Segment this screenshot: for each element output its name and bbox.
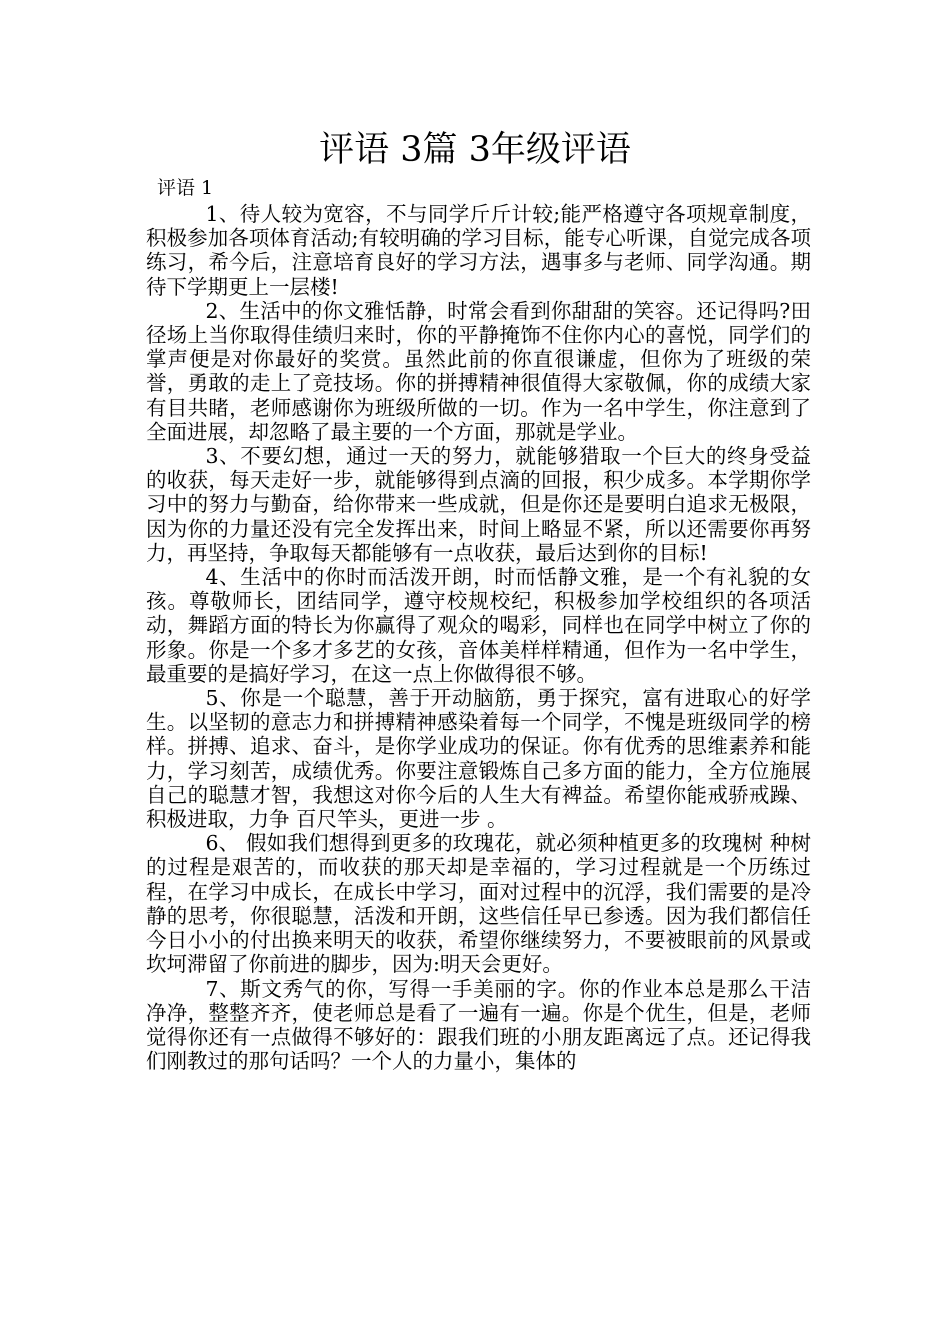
paragraph-1: 1、待人较为宽容，不与同学斤斤计较;能严格遵守各项规章制度，积极参加各项体育活动;有较明确的学习目标，能专心听课，自觉完成各项练习，希今后，注意培育良好的学习方法，遇事多与老师、同学沟通。期待下学期更上一层楼!: [146, 202, 811, 299]
paragraph-4: 4、生活中的你时而活泼开朗，时而恬静文雅，是一个有礼貌的女孩。尊敬师长，团结同学，遵守校规校纪，积极参加学校组织的各项活动，舞蹈方面的特长为你赢得了观众的喝彩，同样也在同学中树立了你的形象。你是一个多才多艺的女孩，音体美样样精通，但作为一名中学生，最重要的是搞好学习，在这一点上你做得很不够。: [146, 565, 811, 686]
document-body: [146, 202, 811, 1073]
section-label: 评语 1: [157, 177, 214, 199]
paragraph-2: 2、生活中的你文雅恬静，时常会看到你甜甜的笑容。还记得吗?田径场上当你取得佳绩归来时，你的平静掩饰不住你内心的喜悦，同学们的掌声便是对你最好的奖赏。虽然此前的你直很谦虚，但你为了班级的荣誉，勇敢的走上了竞技场。你的拼搏精神很值得大家敬佩，你的成绩大家有目共睹，老师感谢你为班级所做的一切。作为一名中学生，你注意到了全面进展，却忽略了最主要的一个方面，那就是学业。: [146, 298, 811, 444]
document-title: 评语 3篇 3年级评语: [319, 130, 631, 170]
paragraph-6: 6、 假如我们想得到更多的玫瑰花，就必须种植更多的玫瑰树 种树的过程是艰苦的，而收获的那天却是幸福的，学习过程就是一个历练过程，在学习中成长，在成长中学习，面对过程中的沉浮，我们需要的是冷静的思考，你很聪慧，活泼和开朗，这些信任早已参透。因为我们都信任今日小小的付出换来明天的收获，希望你继续努力，不要被眼前的风景或坎坷滞留了你前进的脚步，因为:明天会更好。: [146, 831, 811, 977]
paragraph-3: 3、不要幻想，通过一天的努力，就能够猎取一个巨大的终身受益的收获，每天走好一步，就能够得到点滴的回报，积少成多。本学期你学习中的努力与勤奋，给你带来一些成就，但是你还是要明白追求无极限，因为你的力量还没有完全发挥出来，时间上略显不紧，所以还需要你再努力，再坚持，争取每天都能够有一点收获，最后达到你的目标!: [146, 444, 811, 565]
paragraph-7: 7、斯文秀气的你，写得一手美丽的字。你的作业本总是那么干洁净净，整整齐齐，使老师总是看了一遍有一遍。你是个优生，但是，老师觉得你还有一点做得不够好的：跟我们班的小朋友距离远了点。还记得我们刚教过的那句话吗？一个人的力量小，集体的: [146, 976, 811, 1074]
paragraph-5: 5、你是一个聪慧，善于开动脑筋，勇于探究，富有进取心的好学生。以坚韧的意志力和拼搏精神感染着每一个同学，不愧是班级同学的榜样。拼搏、追求、奋斗，是你学业成功的保证。你有优秀的思维素养和能力，学习刻苦，成绩优秀。你要注意锻炼自己多方面的能力，全方位施展自己的聪慧才智，我想这对你今后的人生大有裨益。希望你能戒骄戒躁、积极进取，力争 百尺竿头，更进一步 。: [146, 686, 811, 832]
